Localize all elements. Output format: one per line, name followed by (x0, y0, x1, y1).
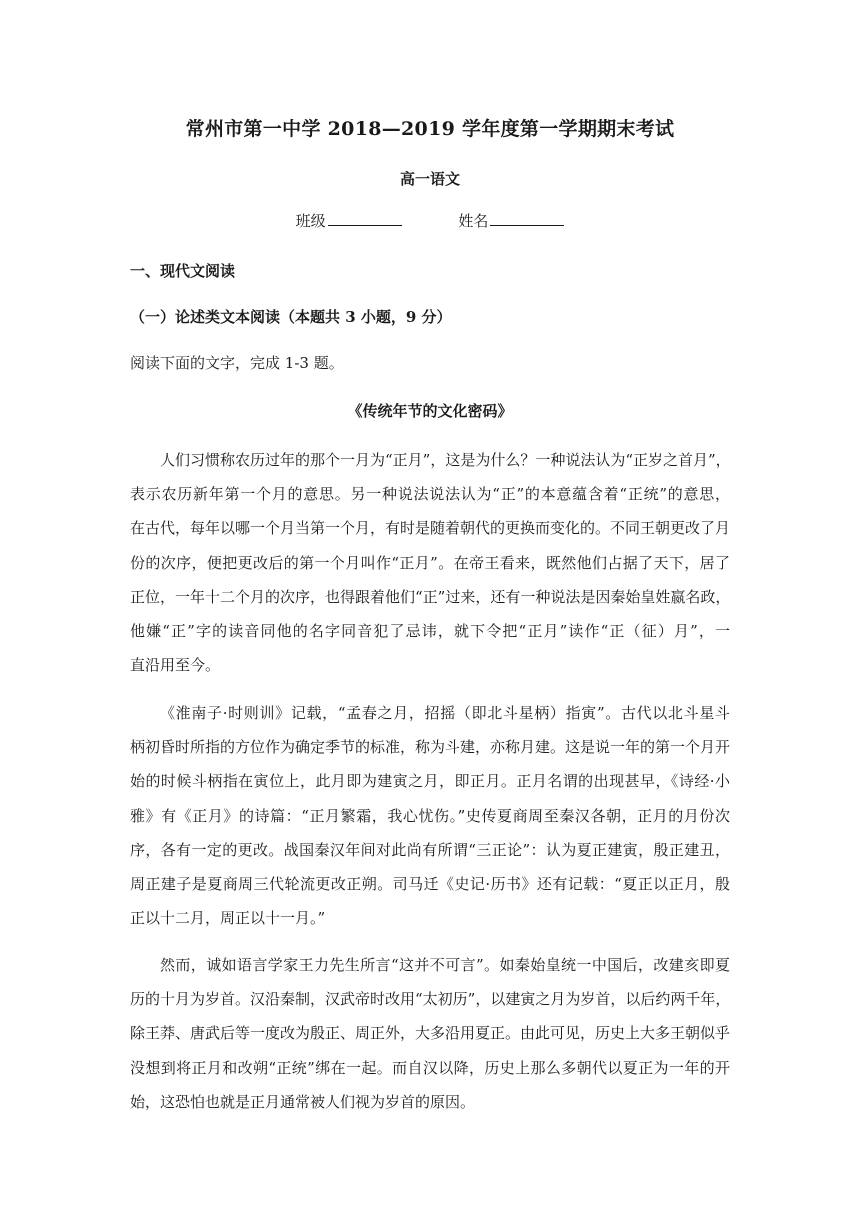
paragraph-line: 直沿用至今。 (130, 656, 221, 675)
exam-title: 常州市第一中学 2018—2019 学年度第一学期期末考试 (185, 118, 675, 140)
name-field (458, 210, 564, 231)
paragraph-line: 雅》有《正月》的诗篇：“正月繁霜，我心忧伤。”史传夏商周至秦汉各朝，正月的月份次 (130, 806, 730, 825)
paragraph-line: 始，这恐怕也就是正月通常被人们视为岁首的原因。 (130, 1092, 476, 1111)
student-info-fields (0, 210, 860, 231)
paragraph-line: 他嫌“正”字的读音同他的名字同音犯了忌讳，就下令把“正月”读作“正（征）月”，一 (130, 622, 730, 641)
article-paragraph (130, 948, 730, 1119)
reading-instruction: 阅读下面的文字，完成 1-3 题。 (130, 354, 344, 372)
article-paragraph (130, 443, 730, 682)
paragraph-line: 正以十二月，周正以十一月。” (130, 909, 326, 928)
paragraph-line: 表示农历新年第一个月的意思。另一种说法说法认为“正”的本意蕴含着“正统”的意思， (130, 485, 730, 504)
paragraph-line: 始的时候斗柄指在寅位上，此月即为建寅之月，即正月。正月名谓的出现甚早，《诗经·小 (130, 772, 730, 791)
name-blank[interactable] (490, 211, 564, 226)
article-title: 《传统年节的文化密码》 (347, 402, 513, 420)
paragraph-line: 历的十月为岁首。汉沿秦制，汉武帝时改用“太初历”，以建寅之月为岁首，以后约两千年， (130, 990, 731, 1009)
name-label: 姓名 (458, 212, 489, 230)
paragraph-line: 《淮南子·时则训》记载，“孟春之月，招摇（即北斗星柄）指寅”。古代以北斗星斗 (160, 704, 730, 722)
paragraph-line: 除王莽、唐武后等一度改为殷正、周正外，大多沿用夏正。由此可见，历史上大多王朝似乎 (130, 1024, 731, 1043)
paragraph-line: 然而，诚如语言学家王力先生所言“这并不可言”。如秦始皇统一中国后，改建亥即夏 (160, 956, 730, 974)
class-blank[interactable] (328, 211, 402, 226)
paragraph-line: 份的次序，便把更改后的第一个月叫作“正月”。在帝王看来，既然他们占据了天下，居了 (130, 553, 730, 572)
paragraph-line: 正位，一年十二个月的次序，也得跟着他们“正”过来，还有一种说法是因秦始皇姓嬴名政， (130, 587, 731, 606)
class-field (296, 210, 402, 231)
section-heading: 一、现代文阅读 (130, 262, 236, 280)
class-label: 班级 (295, 212, 326, 230)
paragraph-line: 序，各有一定的更改。战国秦汉年间对此尚有所谓“三正论”：认为夏正建寅，殷正建丑， (130, 840, 730, 859)
paragraph-line: 柄初昏时所指的方位作为确定季节的标准，称为斗建，亦称月建。这是说一年的第一个月开 (130, 738, 731, 757)
article-paragraph (130, 696, 730, 935)
subsection-heading: （一）论述类文本阅读（本题共 3 小题，9 分） (130, 308, 452, 326)
paragraph-line: 没想到将正月和改朔“正统”绑在一起。而自汉以降，历史上那么多朝代以夏正为一年的开 (130, 1058, 730, 1077)
paragraph-line: 人们习惯称农历过年的那个一月为“正月”，这是为什么？一种说法认为“正岁之首月”， (160, 451, 731, 469)
paragraph-line: 在古代，每年以哪一个月当第一个月，有时是随着朝代的更换而变化的。不同王朝更改了月 (130, 519, 731, 538)
subject-title: 高一语文 (399, 170, 460, 188)
paragraph-line: 周正建子是夏商周三代轮流更改正朔。司马迁《史记·历书》还有记载：“夏正以正月，殷 (130, 875, 730, 894)
